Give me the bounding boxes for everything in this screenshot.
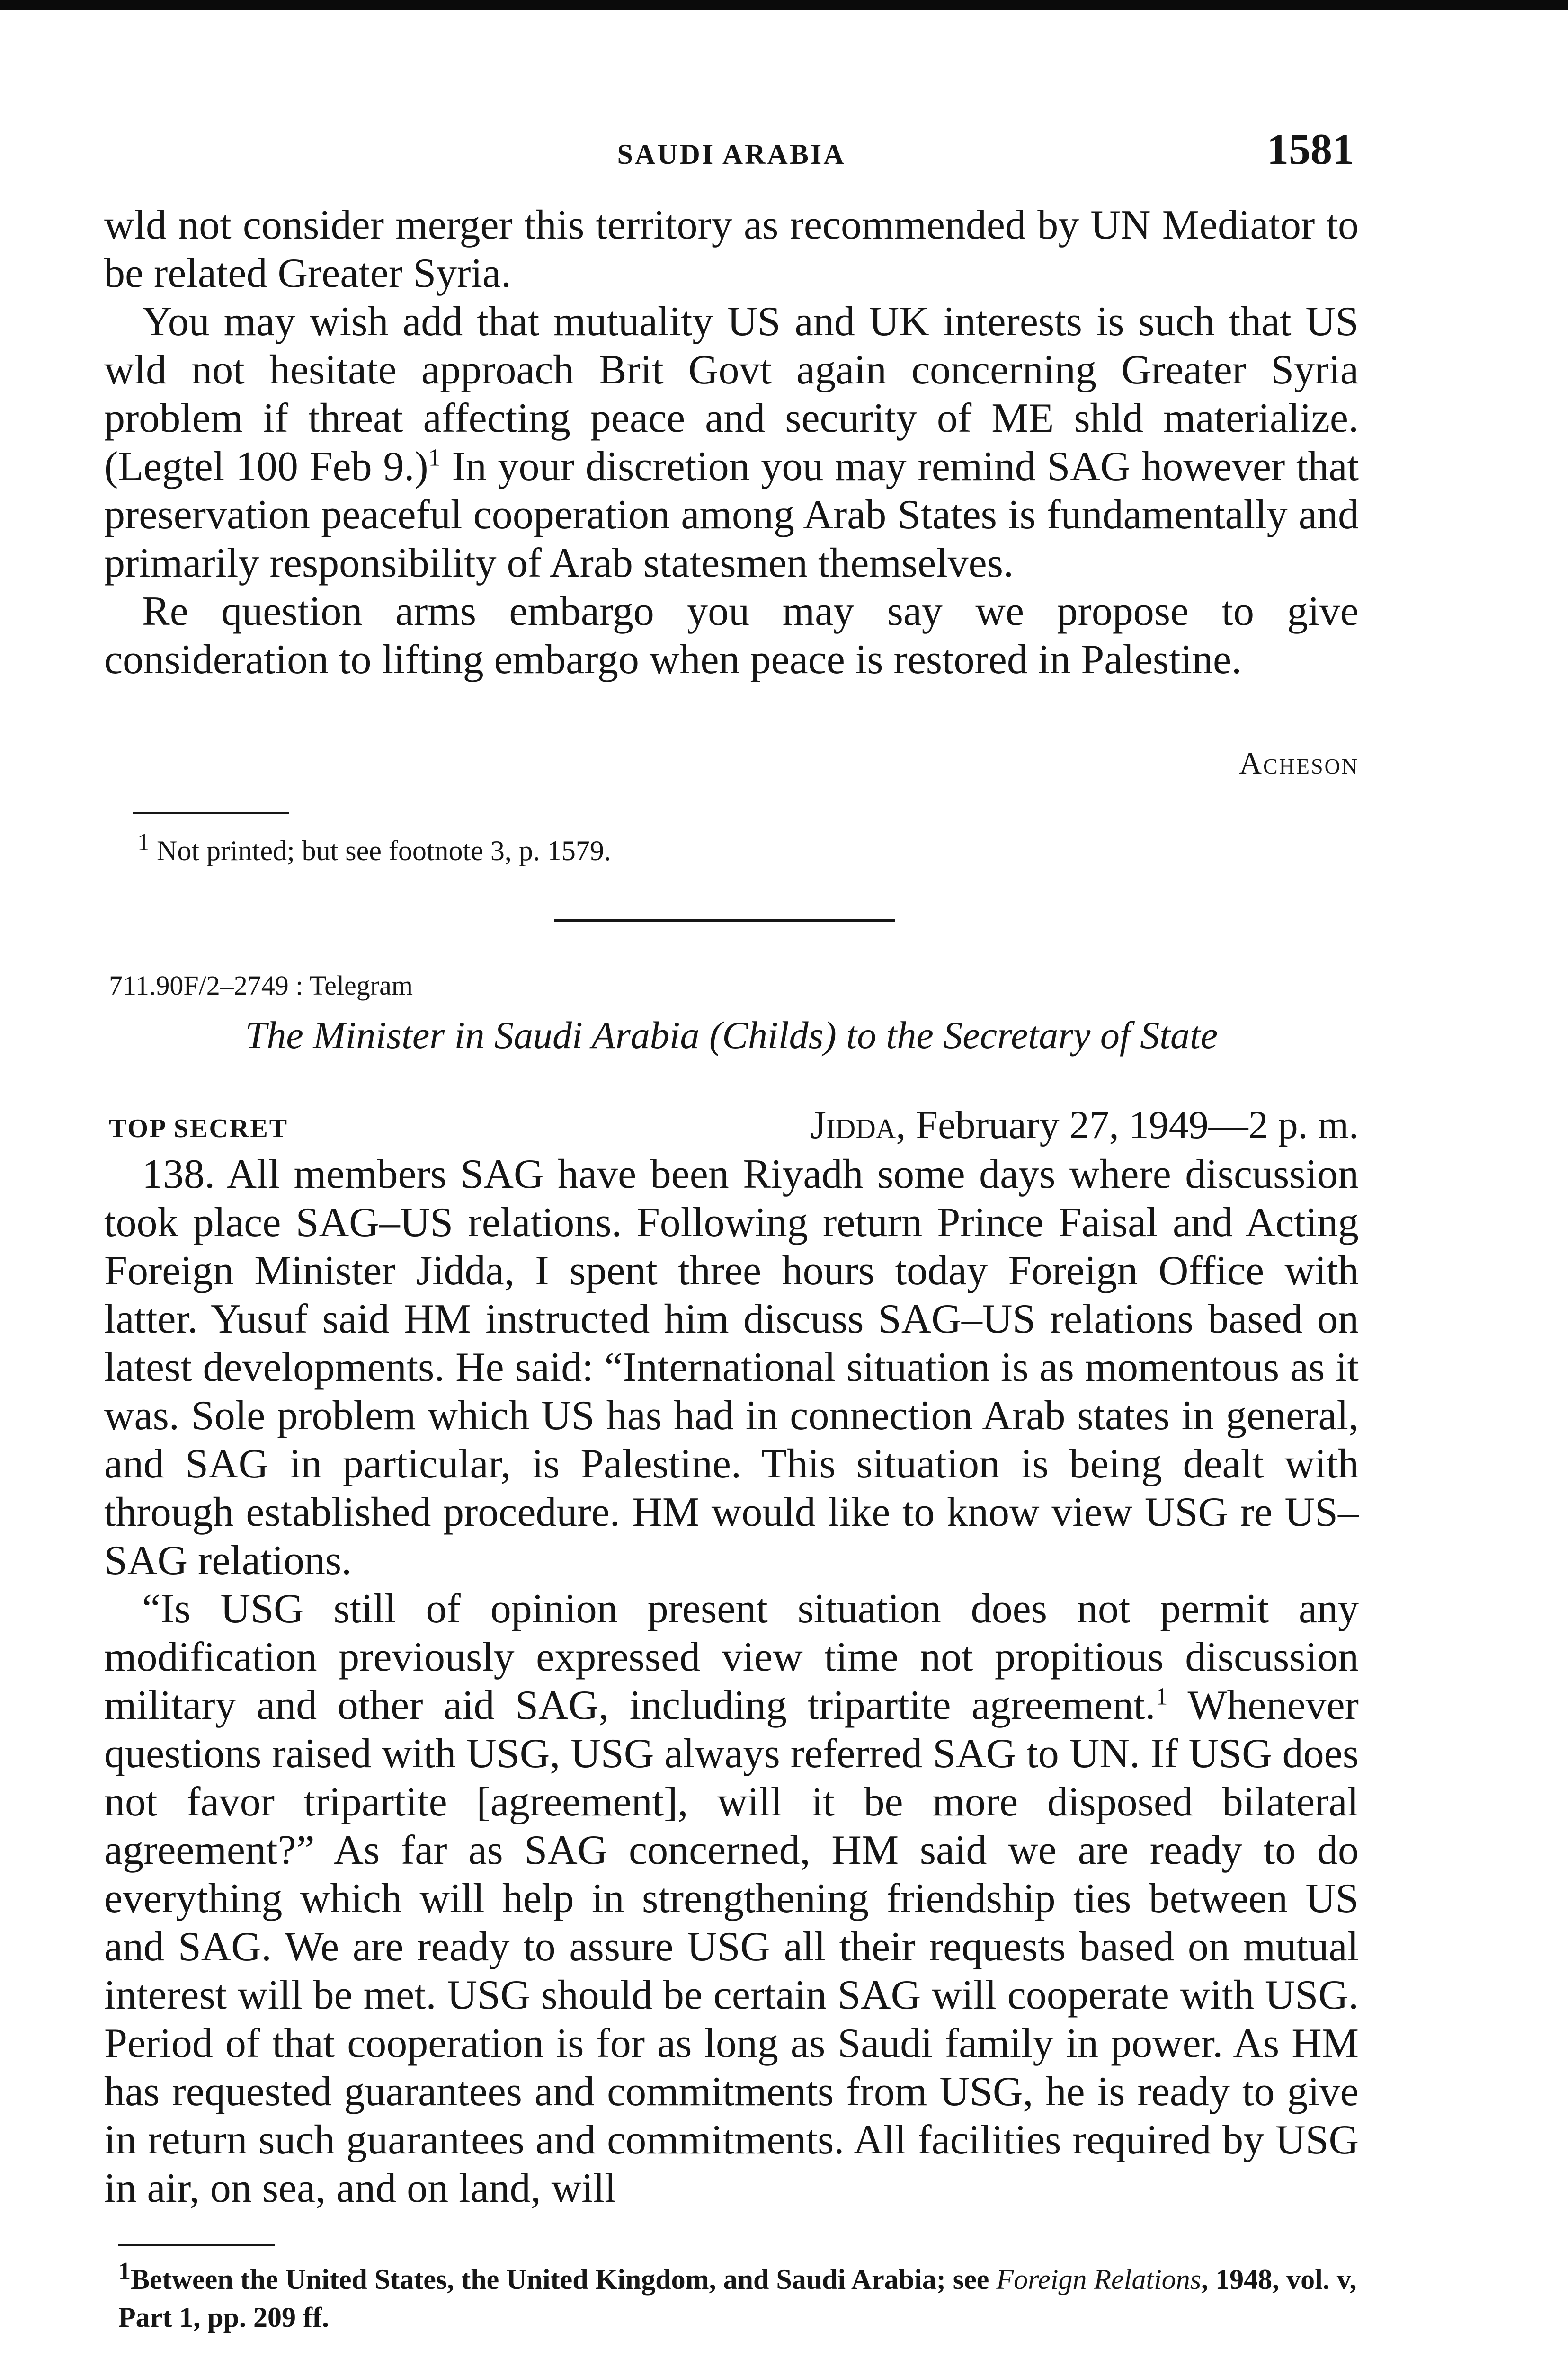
paragraph-text: 138. All members SAG have been Riyadh some days where discussion took place SAG–US relations. Following return Prince Faisal and Acting Foreign Minister Jidda, I spent three hours today Foreign Office with latter. Yusuf said HM instructed him discuss SAG–US relations based on latest developments. He said: “International situation is as momentous as it was. Sole problem which US has had in connection Arab states in general, and SAG in particular, is Palestine. This situation is being dealt with through established procedure. HM would like to know view USG re US–SAG relations.: [104, 1151, 1359, 1584]
date: February 27, 1949—2 p. m.: [916, 1103, 1359, 1147]
classification: TOP SECRET: [109, 1114, 289, 1143]
telegram-body: [104, 1150, 1359, 2213]
footnote-marker: 1: [428, 444, 441, 472]
page-number: 1581: [1267, 125, 1354, 173]
place-date: [811, 1102, 1359, 1148]
paragraph-text: You may wish add that mutuality US and UK interests is such that US wld not hesitate approach Brit Govt again concerning Greater Syria problem if threat affecting peace and security of ME shld materialize. (Legtel 100 Feb 9.): [104, 299, 1359, 489]
footnote-rule: [118, 2244, 275, 2246]
footnote-marker: 1: [1155, 1683, 1168, 1710]
paragraph: [104, 587, 1359, 684]
document-title: The Minister in Saudi Arabia (Childs) to the Secretary of State: [245, 1014, 1218, 1057]
paragraph-text: In your discretion you may remind SAG however that preservation peaceful cooperation among Arab States is fundamentally and primarily responsibility of Arab statesmen themselves.: [104, 444, 1359, 586]
paragraph: [104, 1585, 1359, 2213]
footnote-rule: [133, 812, 289, 814]
footnote-text: , 1948, vol. v, Part 1, pp. 209 ff.: [118, 2264, 1357, 2333]
footnote-italic-title: Foreign Relations: [996, 2264, 1202, 2295]
paragraph-text: “Is USG still of opinion present situation does not permit any modification previously expressed view time not propitious discussion military and other aid SAG, including tripartite agreement.: [104, 1586, 1359, 1728]
section-divider: [554, 919, 895, 922]
paragraph-text: Re question arms embargo you may say we propose to give consideration to lifting embargo when peace is restored in Palestine.: [104, 588, 1359, 683]
paragraph: [104, 1150, 1359, 1585]
file-reference: 711.90F/2–2749 : Telegram: [109, 970, 413, 1001]
paragraph: [104, 298, 1359, 587]
place: Jidda,: [811, 1103, 906, 1147]
footnote-text: Not printed; but see footnote 3, p. 1579.: [157, 835, 611, 866]
paragraph-text: Whenever questions raised with USG, USG always referred SAG to UN. If USG does not favor tripartite [agreement], will it be more disposed bilateral agreement?” As far as SAG concerned, HM said we are ready to do everything which will help in strengthening friendship ties between US and SAG. We are ready to assure USG all their requests based on mutual interest will be met. USG should be certain SAG will cooperate with USG. Period of that cooperation is for as long as Saudi family in power. As HM has requested guarantees and commitments from USG, he is ready to give in return such guarantees and commitments. All facilities required by USG in air, on sea, and on land, will: [104, 1682, 1359, 2211]
signature: Acheson: [1239, 746, 1359, 781]
scan-top-border: [0, 0, 1568, 10]
running-head: [104, 124, 1359, 176]
footnote: [137, 829, 611, 869]
running-title: SAUDI ARABIA: [617, 139, 846, 170]
footnote-marker: 1: [137, 829, 150, 856]
paragraph-text: wld not consider merger this territory as recommended by UN Mediator to be related Greater Syria.: [104, 202, 1359, 296]
paragraph: [104, 201, 1359, 298]
footnote-text: Between the United States, the United Kingdom, and Saudi Arabia; see: [131, 2264, 997, 2295]
letter-continuation: [104, 201, 1359, 684]
footnote-marker: 1: [118, 2258, 131, 2285]
footnote: [118, 2260, 1359, 2336]
